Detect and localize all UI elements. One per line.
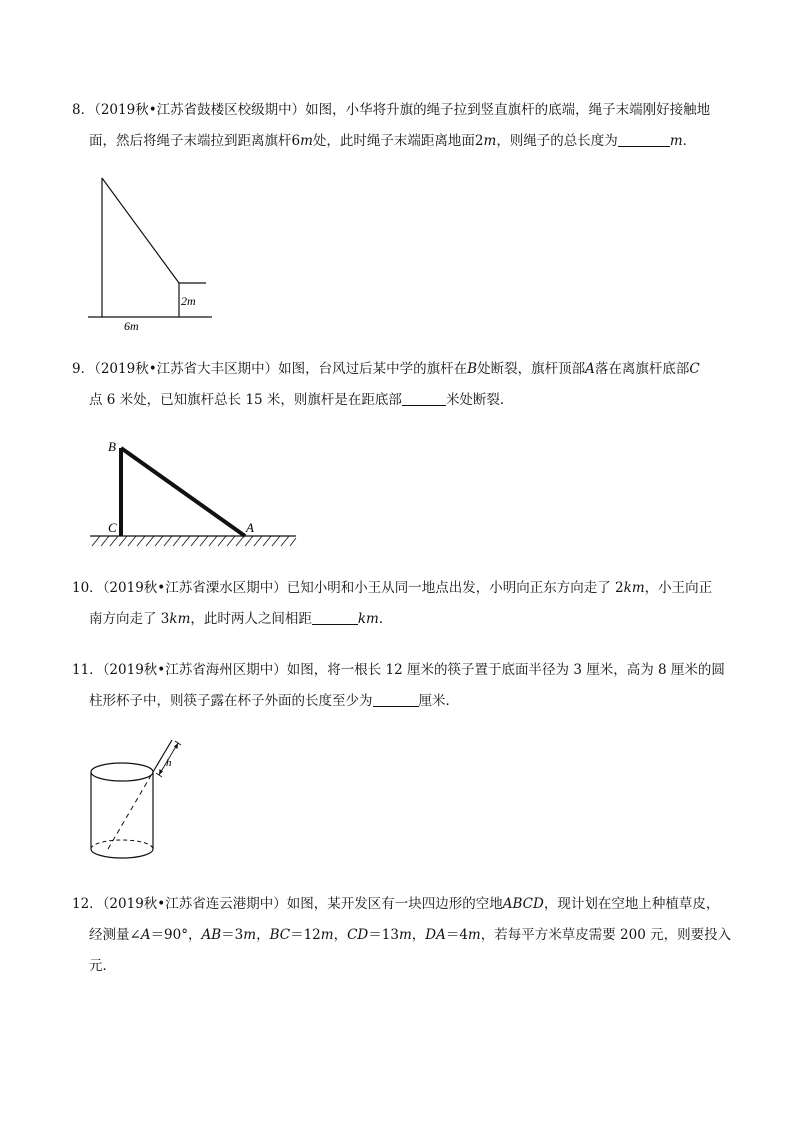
question-number: 8． — [72, 102, 95, 118]
question-12-line-2: 经测量∠A＝90°，AB＝3m，BC＝12m，CD＝13m，DA＝4m，若每平方米草皮需要 200 元，则要投入 — [89, 927, 732, 943]
answer-blank[interactable] — [312, 608, 358, 625]
question-source: （2019秋•江苏省大丰区期中） — [94, 361, 279, 377]
question-8 — [72, 95, 732, 157]
base-label: 6m — [124, 319, 139, 332]
question-source: （2019秋•江苏省海州区期中） — [102, 662, 287, 678]
rope-line — [102, 178, 179, 283]
point-a-label: A — [246, 520, 254, 535]
question-8-line-2: 面，然后将绳子末端拉到距离旗杆6m处，此时绳子末端距离地面2m，则绳子的总长度为 m． — [72, 126, 732, 157]
cup-top-ellipse — [91, 763, 153, 781]
question-source: （2019秋•江苏省溧水区期中） — [102, 580, 287, 596]
question-11 — [72, 655, 732, 717]
question-number: 12． — [72, 896, 103, 912]
question-number: 9． — [72, 361, 95, 377]
answer-blank[interactable] — [373, 690, 419, 707]
cup-bottom-back — [91, 840, 153, 849]
question-source: （2019秋•江苏省连云港期中） — [102, 896, 287, 912]
height-label: 2m — [181, 294, 196, 308]
broken-flagpole-figure — [88, 432, 303, 550]
question-source: （2019秋•江苏省鼓楼区校级期中） — [94, 102, 306, 118]
cup-bottom-front — [91, 849, 153, 858]
question-11-line-1: 11．（2019秋•江苏省海州区期中）如图，将一根长 12 厘米的筷子置于底面半径为 3 厘米，高为 8 厘米的圆 — [72, 662, 725, 678]
length-h-label: h — [166, 757, 172, 769]
point-b-label: B — [108, 439, 116, 454]
question-12-line-3: 元． — [89, 958, 116, 974]
flagpole-broken-part — [121, 448, 245, 536]
chopstick-inside — [108, 772, 153, 849]
question-12-line-1: 12．（2019秋•江苏省连云港期中）如图，某开发区有一块四边形的空地ABCD，现计划在空地上种植草皮， — [72, 896, 720, 912]
question-9-line-1: 9．（2019秋•江苏省大丰区期中）如图，台风过后某中学的旗杆在B处断裂，旗杆顶部A落在离旗杆底部C — [72, 361, 700, 377]
cup-chopstick-figure — [86, 732, 196, 864]
question-10 — [72, 573, 732, 635]
answer-blank[interactable] — [618, 130, 670, 147]
question-text: 如图，小华将升旗的绳子拉到竖直旗杆的底端，绳子末端刚好接触地 — [305, 102, 711, 118]
question-11-line-2: 柱形杯子中，则筷子露在杯子外面的长度至少为 厘米． — [72, 686, 732, 717]
question-10-line-2: 南方向走了 3km，此时两人之间相距 km． — [72, 604, 732, 635]
question-9 — [72, 354, 732, 416]
answer-blank[interactable] — [402, 389, 446, 406]
question-10-line-1: 10．（2019秋•江苏省溧水区期中）已知小明和小王从同一地点出发，小明向正东方向走了 2km，小王向正 — [72, 580, 713, 596]
question-12 — [72, 889, 732, 982]
question-8-line-1 — [72, 95, 732, 126]
question-number: 11． — [72, 662, 103, 678]
flagpole-rope-figure — [88, 172, 218, 332]
question-9-line-2: 点 6 米处，已知旗杆总长 15 米，则旗杆是在距底部 米处断裂． — [72, 385, 732, 416]
ground-hatching — [92, 536, 296, 546]
point-c-label: C — [108, 520, 117, 535]
question-number: 10． — [72, 580, 103, 596]
